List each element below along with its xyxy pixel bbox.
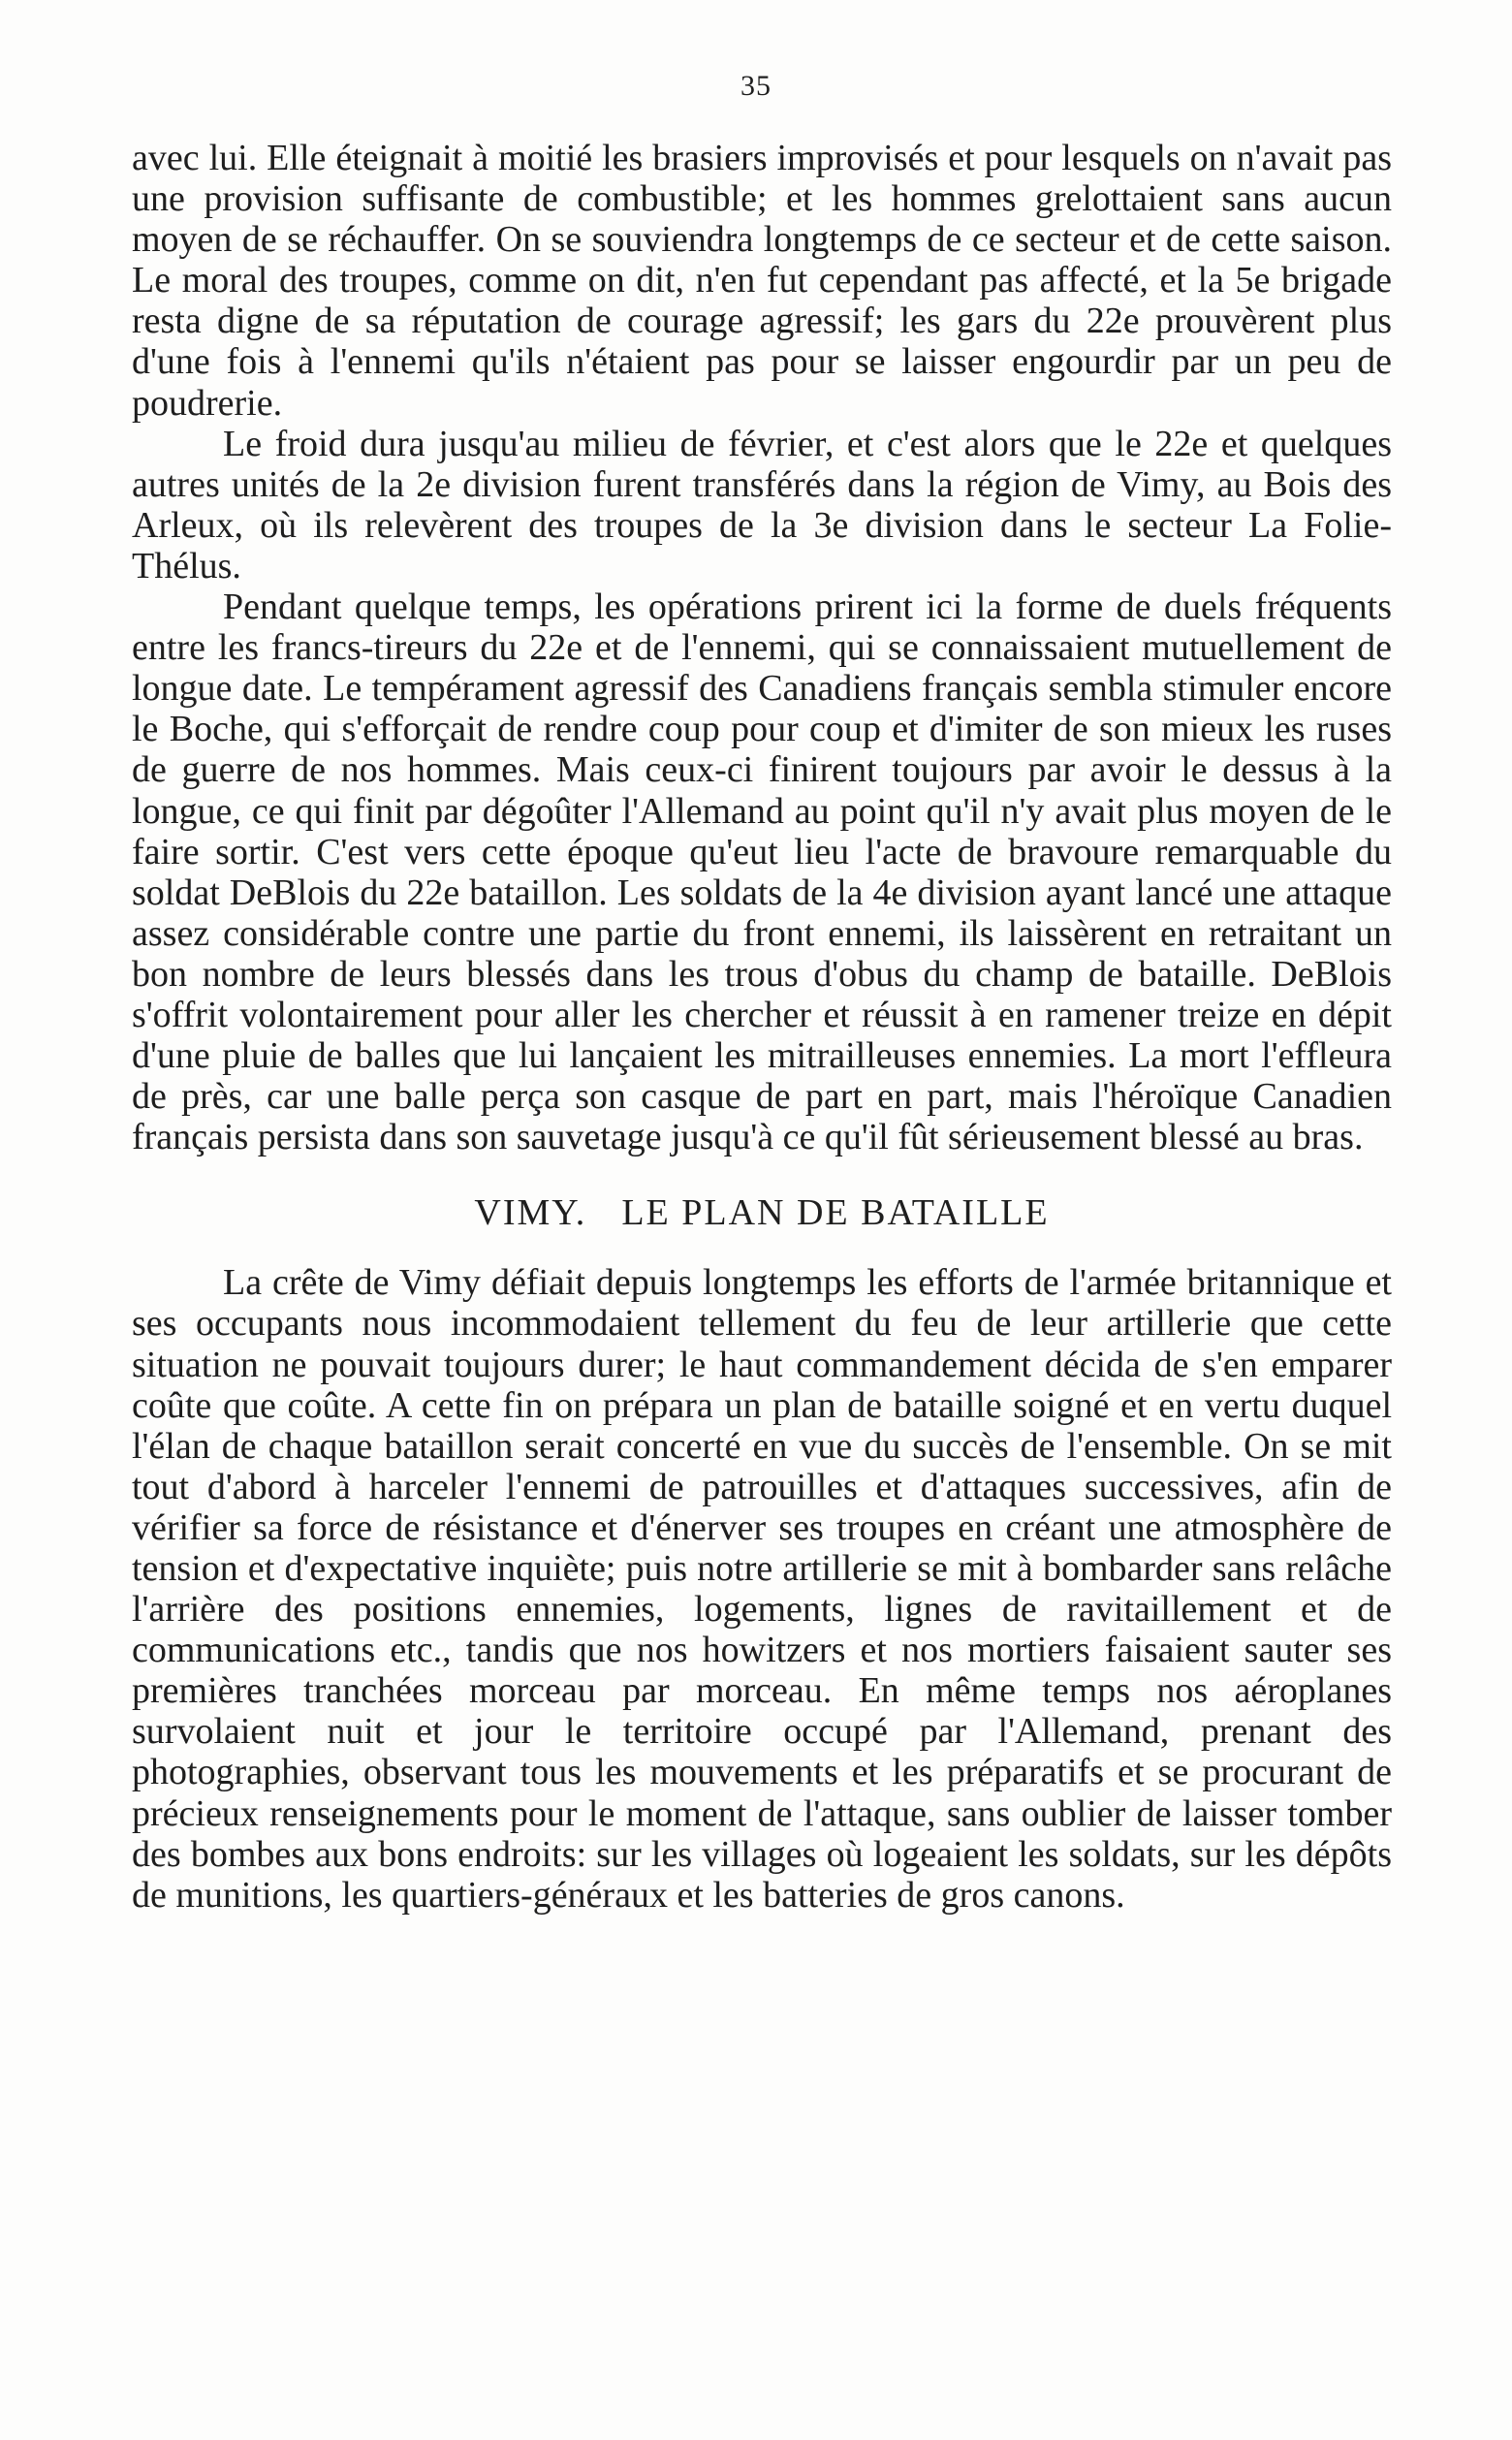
page-number: 35	[740, 70, 772, 102]
paragraph-deblois: Pendant quelque temps, les opérations prirent ici la forme de duels fréquents entre les francs-tireurs du 22e et de l'ennemi, qui se connaissaient mutuellement de longue date. Le tempérament agressif des Canadiens français sembla stimuler encore le Boche, qui s'efforçait de rendre coup pour coup et d'imiter de son mieux les ruses de guerre de nos hommes. Mais ceux-ci finirent toujours par avoir le dessus à la longue, ce qui finit par dégoûter l'Allemand au point qu'il n'y avait plus moyen de le faire sortir. C'est vers cette époque qu'eut lieu l'acte de bravoure remarquable du soldat DeBlois du 22e bataillon. Les soldats de la 4e division ayant lancé une attaque assez considérable contre une partie du front ennemi, ils laissèrent en retraitant un bon nombre de leurs blessés dans les trous d'obus du champ de bataille. DeBlois s'offrit volontairement pour aller les chercher et réussit à en ramener treize en dépit d'une pluie de balles que lui lançaient les mitrailleuses ennemies. La mort l'effleura de près, car une balle perça son casque de part en part, mais l'héroïque Canadien français persista dans son sauvetage jusqu'à ce qu'il fût sérieusement blessé au bras.	[132, 586, 1392, 1158]
paragraph-continuation: avec lui. Elle éteignait à moitié les brasiers improvisés et pour lesquels on n'avait pas une provision suffisante de combustible; et les hommes grelottaient sans aucun moyen de se réchauffer. On se souviendra longtemps de ce secteur et de cette saison. Le moral des troupes, comme on dit, n'en fut cependant pas affecté, et la 5e brigade resta digne de sa réputation de courage agressif; les gars du 22e prouvèrent plus d'une fois à l'ennemi qu'ils n'étaient pas pour se laisser engourdir par un peu de poudrerie.	[132, 138, 1392, 424]
section-heading	[132, 1190, 1392, 1235]
page-body	[132, 138, 1392, 1916]
paragraph-battle-plan: La crête de Vimy défiait depuis longtemps les efforts de l'armée britannique et ses occupants nous incommodaient tellement du feu de leur artillerie que cette situation ne pouvait toujours durer; le haut commandement décida de s'en emparer coûte que coûte. A cette fin on prépara un plan de bataille soigné et en vertu duquel l'élan de chaque bataillon serait concerté en vue du succès de l'ensemble. On se mit tout d'abord à harceler l'ennemi de patrouilles et d'attaques successives, afin de vérifier sa force de résistance et d'énerver ses troupes en créant une atmosphère de tension et d'expectative inquiète; puis notre artillerie se mit à bombarder sans relâche l'arrière des positions ennemies, logements, lignes de ravitaillement et de communications etc., tandis que nos howitzers et nos mortiers faisaient sauter ses premières tranchées morceau par morceau. En même temps nos aéroplanes survolaient nuit et jour le territoire occupé par l'Allemand, prenant des photographies, observant tous les mouvements et les préparatifs et se procurant de précieux renseignements pour le moment de l'attaque, sans oublier de laisser tomber des bombes aux bons endroits: sur les villages où logeaient les soldats, sur les dépôts de munitions, les quartiers-généraux et les batteries de gros canons.	[132, 1262, 1392, 1916]
section-heading-part1: VIMY.	[474, 1192, 587, 1234]
section-heading-part2: LE PLAN DE BATAILLE	[621, 1192, 1050, 1234]
paragraph-transfer-vimy: Le froid dura jusqu'au milieu de février, et c'est alors que le 22e et quelques autres unités de la 2e division furent transférés dans la région de Vimy, au Bois des Arleux, où ils relevèrent des troupes de la 3e division dans le secteur La Folie-Thélus.	[132, 423, 1392, 586]
